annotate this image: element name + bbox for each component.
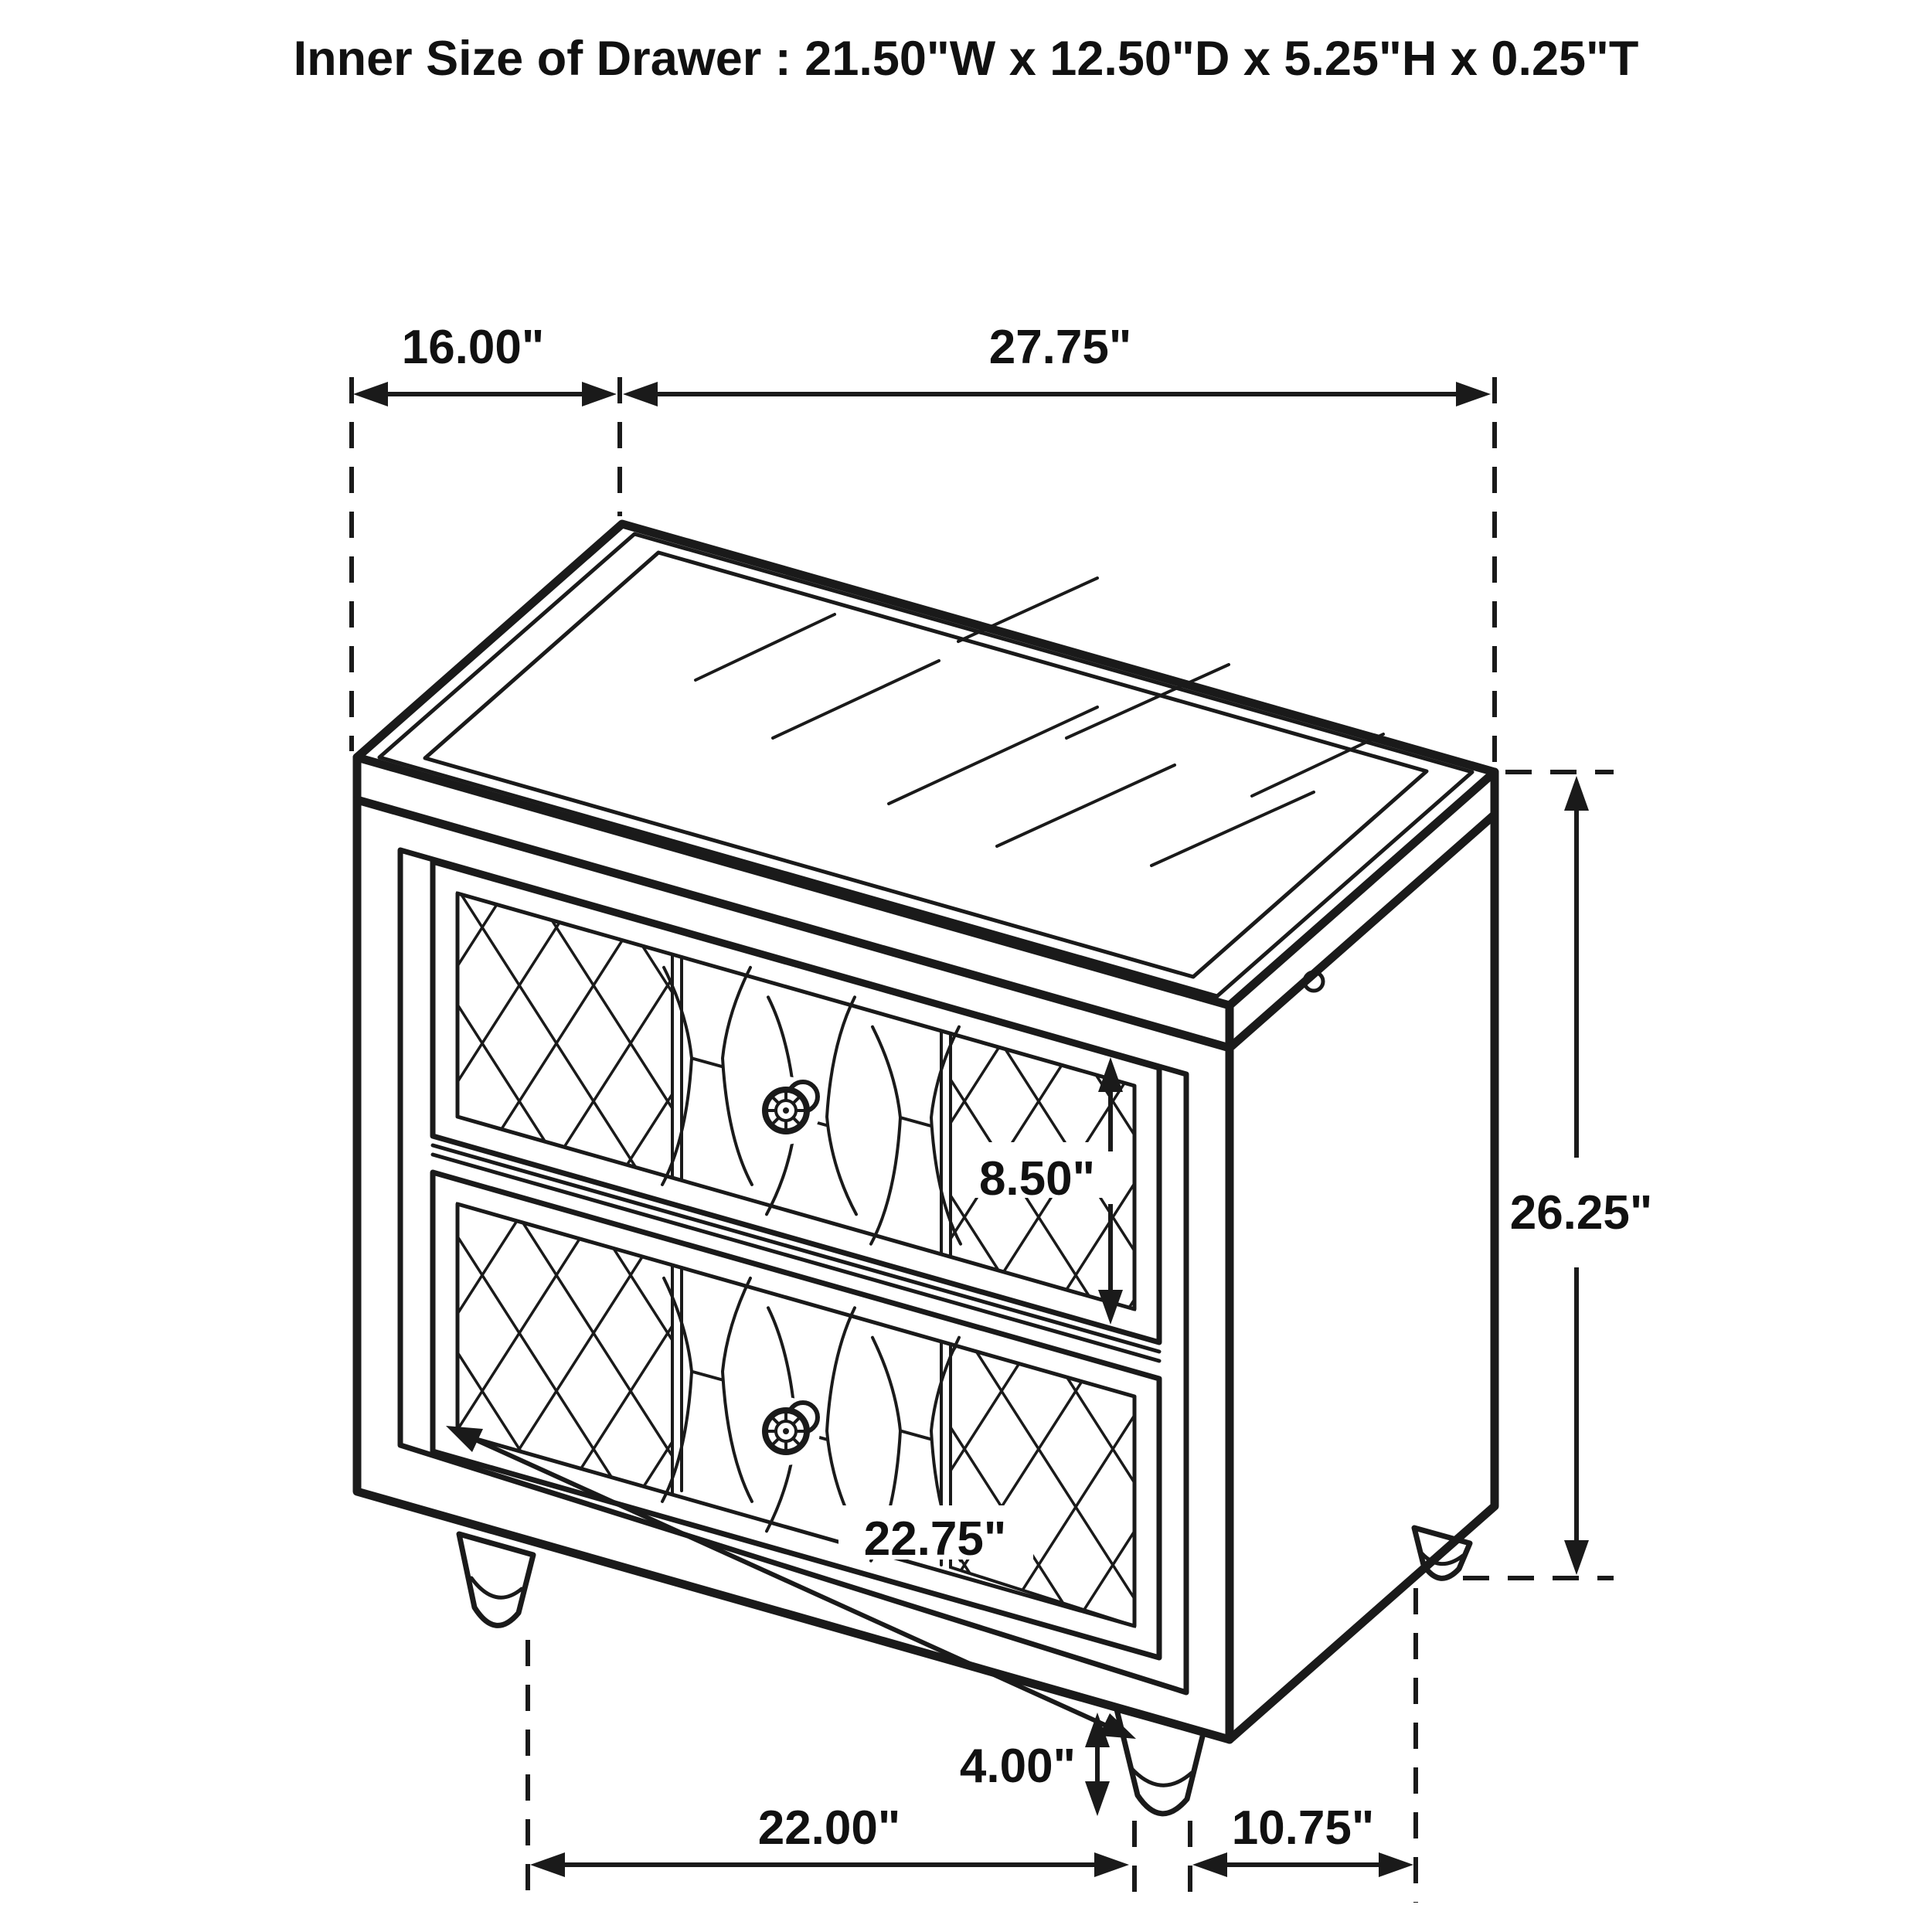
dimension-bottom-side-depth bbox=[1192, 1801, 1413, 1877]
diagram-title: Inner Size of Drawer : 21.50"W x 12.50"D x 5.25"H x 0.25"T bbox=[293, 32, 1639, 86]
dim-drawer-front-width-label: 22.75" bbox=[863, 1512, 1007, 1566]
dimension-overall-height bbox=[1510, 776, 1653, 1575]
dim-bottom-side-depth-label: 10.75" bbox=[1231, 1801, 1375, 1855]
dimension-top-depth bbox=[353, 321, 617, 406]
front-left-leg-foot-line bbox=[471, 1578, 522, 1597]
front-right-leg-foot-line bbox=[1130, 1767, 1192, 1785]
right-side-panel bbox=[1230, 815, 1495, 1740]
bottom-drawer-lattice-right bbox=[951, 1344, 1134, 1626]
front-left-leg bbox=[459, 1534, 533, 1625]
dim-leg-height-label: 4.00" bbox=[959, 1740, 1076, 1793]
dimension-bottom-front-width bbox=[530, 1801, 1129, 1877]
bottom-drawer-knob bbox=[752, 1397, 820, 1465]
dim-bottom-front-width-label: 22.00" bbox=[757, 1801, 901, 1855]
bottom-drawer-lattice-left bbox=[457, 1204, 672, 1495]
top-drawer-lattice-left bbox=[457, 893, 672, 1178]
dim-top-width-label: 27.75" bbox=[988, 321, 1132, 374]
top-drawer-knob bbox=[752, 1077, 820, 1145]
mirror-reflection-marks bbox=[696, 578, 1383, 866]
dimension-leg-height bbox=[960, 1713, 1110, 1816]
dim-overall-height-label: 26.25" bbox=[1509, 1186, 1653, 1240]
dim-top-depth-label: 16.00" bbox=[401, 321, 545, 374]
dimension-top-width bbox=[623, 321, 1491, 406]
dim-drawer-front-height-label: 8.50" bbox=[978, 1152, 1096, 1206]
